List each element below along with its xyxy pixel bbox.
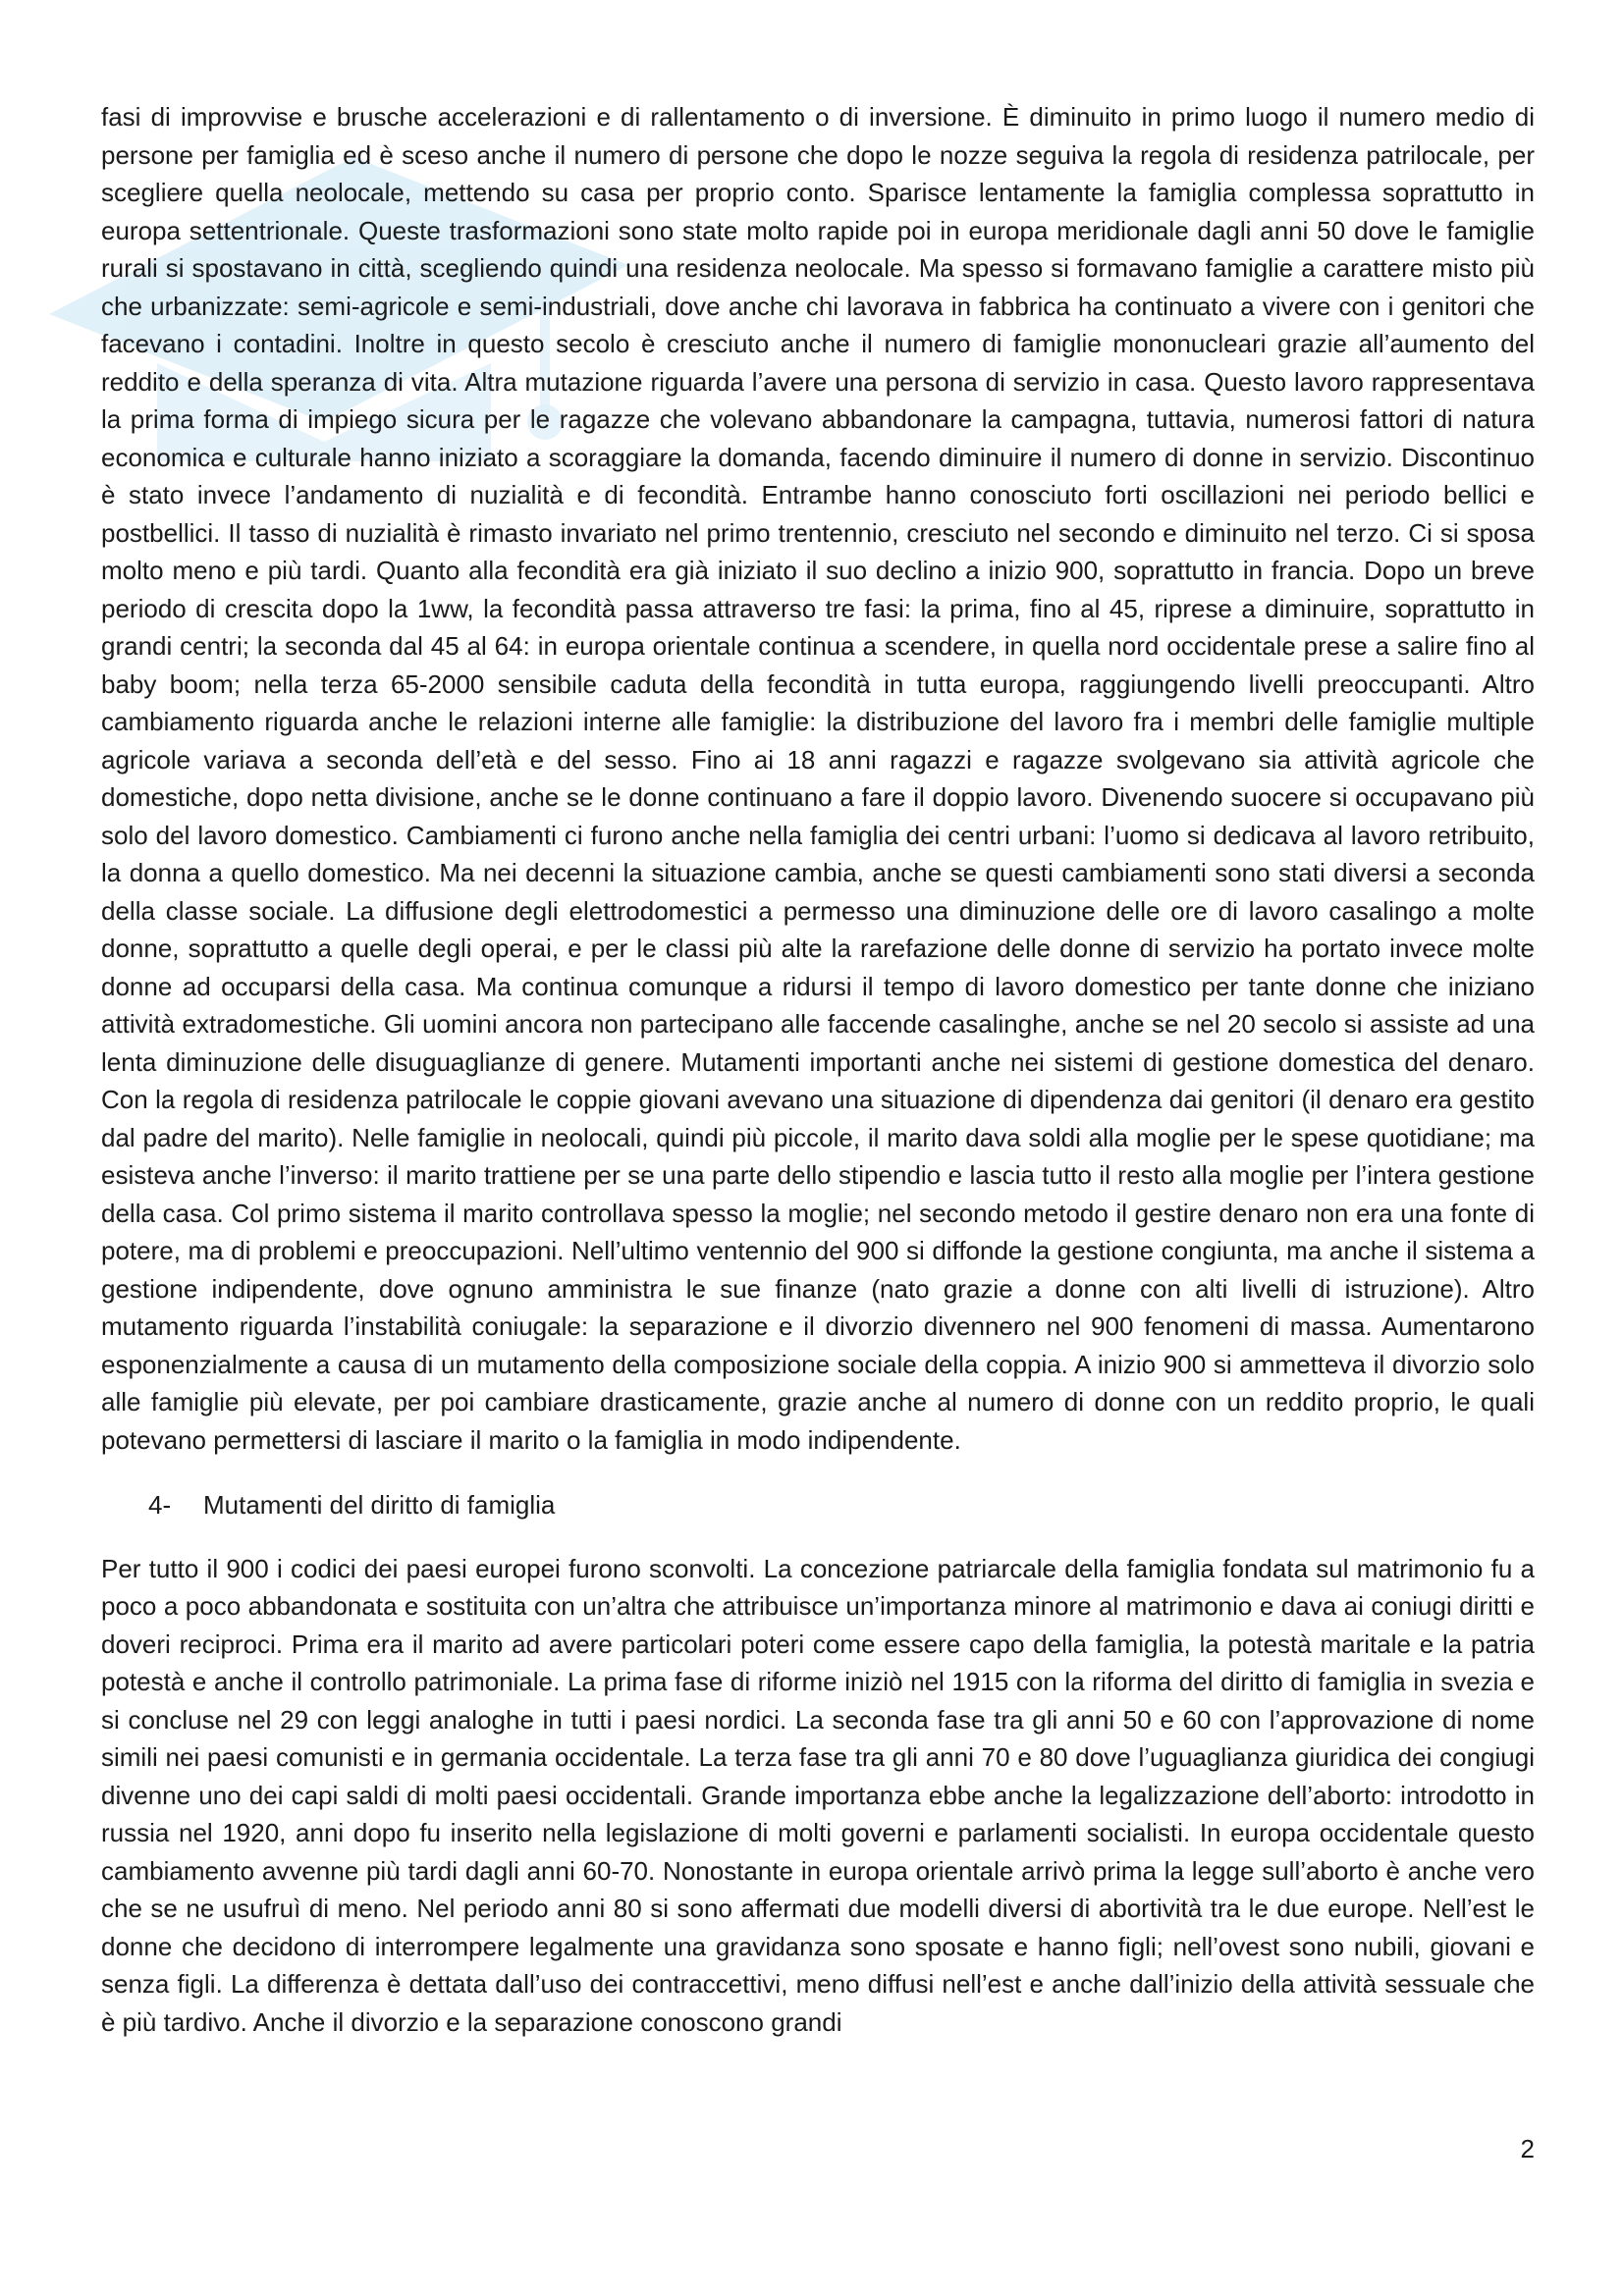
paragraph-family-changes: fasi di improvvise e brusche accelerazioni e di rallentamento o di inversione. È diminuito in primo luogo il numero medio di persone per famiglia ed è sceso anche il numero di persone che dopo le nozze seguiva la regola di residenza patrilocale, per scegliere quella neolocale, mettendo su casa per proprio conto. Sparisce lentamente la famiglia complessa soprattutto in europa settentrionale. Queste trasformazioni sono state molto rapide poi in europa meridionale dagli anni 50 dove le famiglie rurali si spostavano in città, scegliendo quindi una residenza neolocale. Ma spesso si formavano famiglie a carattere misto più che urbanizzate: semi-agricole e semi-industriali, dove anche chi lavorava in fabbrica ha continuato a vivere con i genitori che facevano i contadini. Inoltre in questo secolo è cresciuto anche il numero di famiglie mononucleari grazie all’aumento del reddito e della speranza di vita. Altra mutazione riguarda l’avere una persona di servizio in casa. Questo lavoro rappresentava la prima forma di impiego sicura per le ragazze che volevano abbandonare la campagna, tuttavia, numerosi fattori di natura economica e culturale hanno iniziato a scoraggiare la domanda, facendo diminuire il numero di donne in servizio. Discontinuo è stato invece l’andamento di nuzialità e di fecondità. Entrambe hanno conosciuto forti oscillazioni nei periodo bellici e postbellici. Il tasso di nuzialità è rimasto invariato nel primo trentennio, cresciuto nel secondo e diminuito nel terzo. Ci si sposa molto meno e più tardi. Quanto alla fecondità era già iniziato il suo declino a inizio 900, soprattutto in francia. Dopo un breve periodo di crescita dopo la 1ww, la fecondità passa attraverso tre fasi: la prima, fino al 45, riprese a diminuire, soprattutto in grandi centri; la seconda dal 45 al 64: in europa orientale continua a scendere, in quella nord occidentale prese a salire fino al baby boom; nella terza 65-2000 sensibile caduta della fecondità in tutta europa, raggiungendo livelli preoccupanti. Altro cambiamento riguarda anche le relazioni interne alle famiglie: la distribuzione del lavoro fra i membri delle famiglie multiple agricole variava a seconda dell’età e del sesso. Fino ai 18 anni ragazzi e ragazze svolgevano sia attività agricole che domestiche, dopo netta divisione, anche se le donne continuano a fare il doppio lavoro. Divenendo suocere si occupavano più solo del lavoro domestico. Cambiamenti ci furono anche nella famiglia dei centri urbani: l’uomo si dedicava al lavoro retribuito, la donna a quello domestico. Ma nei decenni la situazione cambia, anche se questi cambiamenti sono stati diversi a seconda della classe sociale. La diffusione degli elettrodomestici a permesso una diminuzione delle ore di lavoro casalingo a molte donne, soprattutto a quelle degli operai, e per le classi più alte la rarefazione delle donne di servizio ha portato invece molte donne ad occuparsi della casa. Ma continua comunque a ridursi il tempo di lavoro domestico per tante donne che iniziano attività extradomestiche. Gli uomini ancora non partecipano alle faccende casalinghe, anche se nel 20 secolo si assiste ad una lenta diminuzione delle disuguaglianze di genere. Mutamenti importanti anche nei sistemi di gestione domestica del denaro. Con la regola di residenza patrilocale le coppie giovani avevano una situazione di dipendenza dai genitori (il denaro era gestito dal padre del marito). Nelle famiglie in neolocali, quindi più piccole, il marito dava soldi alla moglie per le spese quotidiane; ma esisteva anche l’inverso: il marito trattiene per se una parte dello stipendio e lascia tutto il resto alla moglie per l’intera gestione della casa. Col primo sistema il marito controllava spesso la moglie; nel secondo metodo il gestire denaro non era una fonte di potere, ma di problemi e preoccupazioni. Nell’ultimo ventennio del 900 si diffonde la gestione congiunta, ma anche il sistema a gestione indipendente, dove ognuno amministra le sue finanze (nato grazie a donne con alti livelli di istruzione). Altro mutamento riguarda l’instabilità coniugale: la separazione e il divorzio divennero nel 900 fenomeni di massa. Aumentarono esponenzialmente a causa di un mutamento della composizione sociale della coppia. A inizio 900 si ammetteva il divorzio solo alle famiglie più elevate, per poi cambiare drasticamente, grazie anche al numero di donne con un reddito proprio, le quali potevano permettersi di lasciare il marito o la famiglia in modo indipendente.: [101, 102, 1535, 1455]
page-number: 2: [1520, 2134, 1535, 2163]
document-page: [101, 98, 1535, 2041]
paragraph-family-law: Per tutto il 900 i codici dei paesi europei furono sconvolti. La concezione patriarcale della famiglia fondata sul matrimonio fu a poco a poco abbandonata e sostituita con un’altra che attribuisce un’importanza minore al matrimonio e dava ai coniugi diritti e doveri reciproci. Prima era il marito ad avere particolari poteri come essere capo della famiglia, la potestà maritale e la patria potestà e anche il controllo patrimoniale. La prima fase di riforme iniziò nel 1915 con la riforma del diritto di famiglia in svezia e si concluse nel 29 con leggi analoghe in tutti i paesi nordici. La seconda fase tra gli anni 50 e 60 con l’approvazione di nome simili nei paesi comunisti e in germania occidentale. La terza fase tra gli anni 70 e 80 dove l’uguaglianza giuridica dei congiugi divenne uno dei capi saldi di molti paesi occidentali. Grande importanza ebbe anche la legalizzazione dell’aborto: introdotto in russia nel 1920, anni dopo fu inserito nella legislazione di molti governi e parlamenti socialisti. In europa occidentale questo cambiamento avvenne più tardi dagli anni 60-70. Nonostante in europa orientale arrivò prima la legge sull’aborto è anche vero che se ne usufruì di meno. Nel periodo anni 80 si sono affermati due modelli diversi di abortività tra le due europe. Nell’est le donne che decidono di interrompere legalmente una gravidanza sono sposate e hanno figli; nell’ovest sono nubili, giovani e senza figli. La differenza è dettata dall’uso dei contraccettivi, meno diffusi nell’est e anche dall’inizio della attività sessuale che è più tardivo. Anche il divorzio e la separazione conoscono grandi: [101, 1553, 1535, 2037]
section-number: 4-: [148, 1490, 172, 1520]
section-title: Mutamenti del diritto di famiglia: [203, 1490, 556, 1520]
section-heading: [101, 1486, 1535, 1524]
